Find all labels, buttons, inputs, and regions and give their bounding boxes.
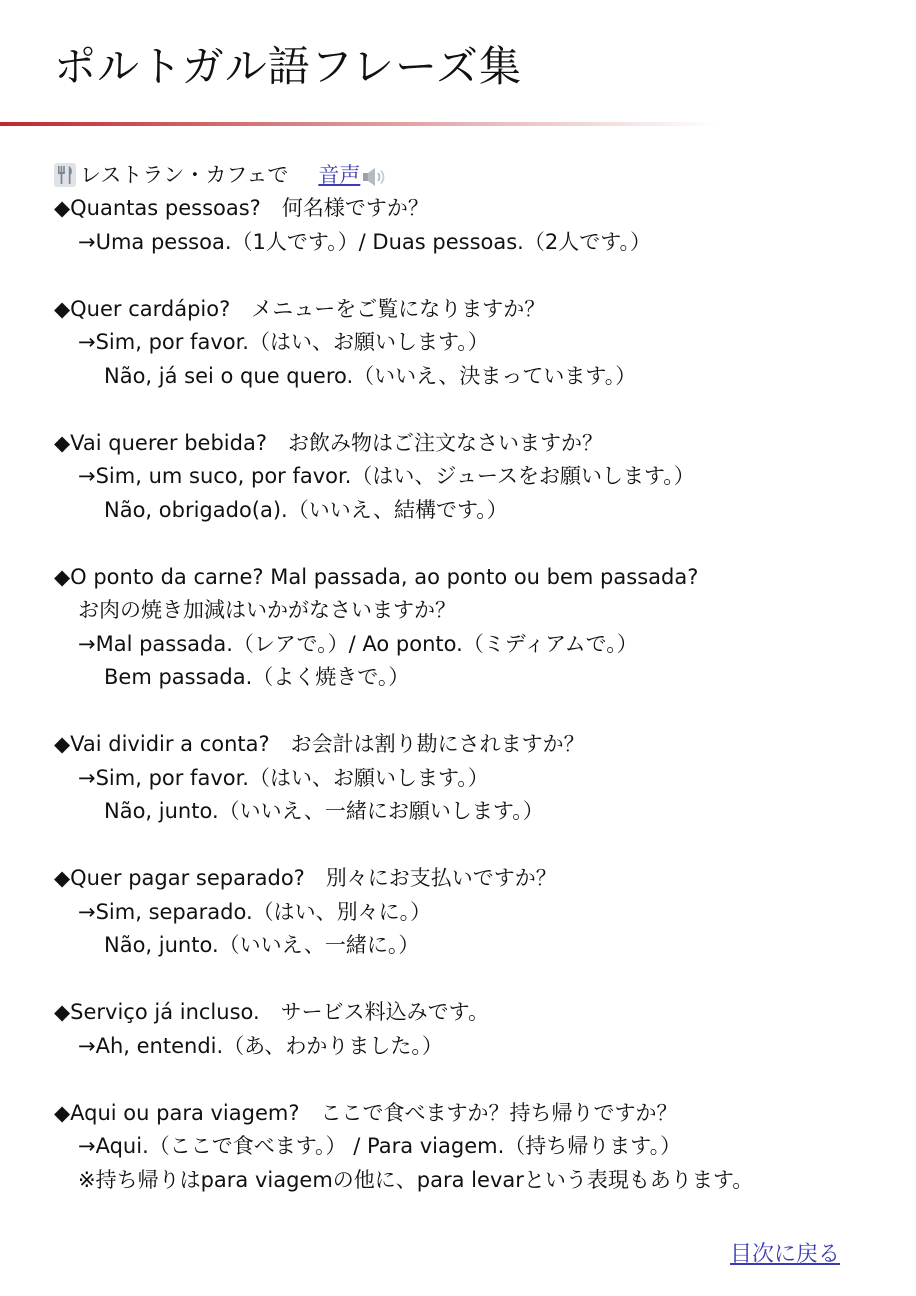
phrase-line: ◆Quantas pessoas? 何名様ですか？ bbox=[54, 196, 429, 220]
phrase-line: Não, obrigado(a).（いいえ、結構です。） bbox=[104, 497, 508, 522]
phrase-content bbox=[54, 158, 904, 1197]
speaker-icon[interactable] bbox=[362, 164, 388, 186]
phrase-line: →Aqui.（ここで食べます。） / Para viagem.（持ち帰ります。） bbox=[78, 1134, 682, 1158]
phrase-line: Não, junto.（いいえ、一緒にお願いします。） bbox=[104, 799, 544, 823]
phrase-note: ※持ち帰りはpara viagemの他に、para levarという表現もあります。 bbox=[78, 1167, 754, 1192]
phrase-line: ◆Vai querer bebida? お飲み物はご注文なさいますか？ bbox=[54, 430, 603, 455]
phrase-line: Não, já sei o que quero.（いいえ、決まっています。） bbox=[104, 363, 637, 388]
phrase-line: ◆Vai dividir a conta? お会計は割り勘にされますか？ bbox=[54, 732, 585, 756]
blank-line bbox=[54, 829, 904, 863]
audio-link[interactable]: 音声 bbox=[318, 163, 361, 187]
phrase-line: ◆O ponto da carne? Mal passada, ao ponto ou bem passada? bbox=[54, 564, 699, 589]
blank-line bbox=[54, 963, 904, 997]
phrase-line: Não, junto.（いいえ、一緒に。） bbox=[104, 933, 420, 957]
blank-line bbox=[54, 259, 904, 293]
section-label: レストラン・カフェで bbox=[80, 163, 289, 187]
phrase-line: →Sim, por favor.（はい、お願いします。） bbox=[78, 765, 489, 790]
phrase-line: ◆Quer pagar separado? 別々にお支払いですか？ bbox=[54, 866, 557, 890]
phrase-line: →Sim, separado.（はい、別々に。） bbox=[78, 899, 432, 924]
blank-line bbox=[54, 695, 904, 729]
back-to-toc-link[interactable]: 目次に戻る bbox=[730, 1242, 841, 1267]
phrase-line: ◆Aqui ou para viagem? ここで食べますか？持ち帰りですか？ bbox=[54, 1100, 678, 1125]
phrase-line: ◆Serviço já incluso. サービス料込みです。 bbox=[54, 1000, 489, 1024]
blank-line bbox=[54, 527, 904, 561]
phrase-line: →Sim, um suco, por favor.（はい、ジュースをお願いします。） bbox=[78, 464, 695, 488]
blank-line bbox=[54, 393, 904, 427]
phrase-line: Bem passada.（よく焼きで。） bbox=[104, 665, 410, 689]
phrase-line: →Mal passada.（レアで。）/ Ao ponto.（ミディアムで。） bbox=[78, 631, 638, 656]
fork-knife-icon bbox=[54, 163, 76, 187]
phrase-line: お肉の焼き加減はいかがなさいますか？ bbox=[78, 598, 456, 622]
blank-line bbox=[54, 1063, 904, 1097]
phrase-line: →Sim, por favor.（はい、お願いします。） bbox=[78, 330, 489, 354]
section-heading bbox=[54, 158, 904, 192]
title-divider bbox=[0, 122, 720, 126]
phrase-line: ◆Quer cardápio? メニューをご覧になりますか？ bbox=[54, 296, 546, 321]
phrase-line: →Uma pessoa.（1人です。）/ Duas pessoas.（2人です。） bbox=[78, 229, 652, 254]
page-title: ポルトガル語フレーズ集 bbox=[54, 42, 522, 91]
phrase-line: →Ah, entendi.（あ、わかりました。） bbox=[78, 1033, 443, 1058]
